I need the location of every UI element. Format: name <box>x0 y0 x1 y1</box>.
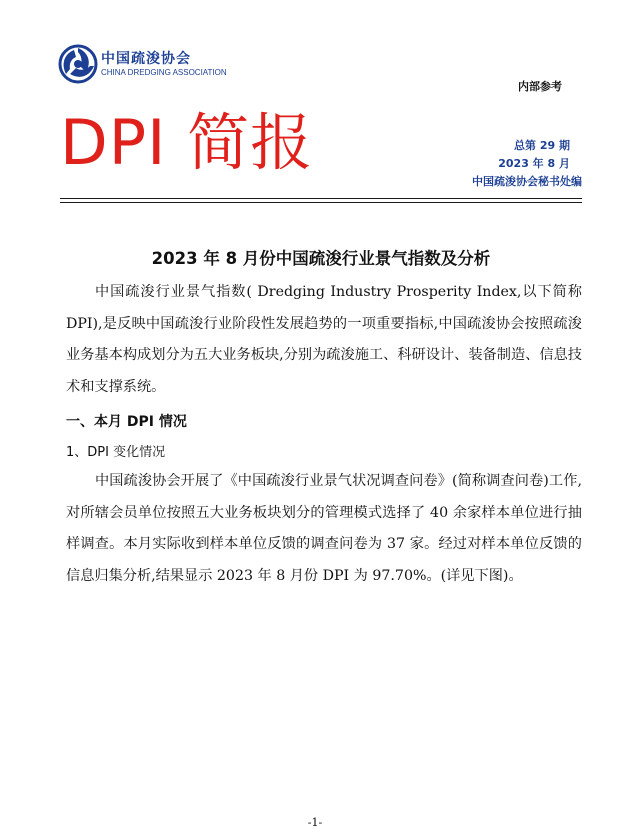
association-logo-icon <box>58 44 98 84</box>
section-heading: 一、本月 DPI 情况 <box>66 414 187 430</box>
issue-number: 总第 29 期 <box>514 139 570 152</box>
subsection-heading: 1、DPI 变化情况 <box>66 445 166 460</box>
header-rule-thick <box>60 198 582 199</box>
issue-date: 2023 年 8 月 <box>498 157 570 170</box>
classification-label: 内部参考 <box>518 80 562 93</box>
page-number: -1- <box>307 816 323 829</box>
intro-paragraph: 中国疏浚行业景气指数( Dredging Industry Prosperity Index,以下简称 DPI),是反映中国疏浚行业阶段性发展趋势的一项重要指标,中国疏浚协会按照疏浚业务基本构成划分为五大业务板块,分别为疏浚施工、科研设计、装备制造、信息技术和支撑系统。 <box>66 284 582 395</box>
header-rule-thin <box>60 202 582 203</box>
org-name-cn: 中国疏浚协会 <box>101 51 191 67</box>
issue-editor: 中国疏浚协会秘书处编 <box>472 175 582 188</box>
org-name-en: CHINA DREDGING ASSOCIATION <box>101 68 227 77</box>
article-title: 2023 年 8 月份中国疏浚行业景气指数及分析 <box>151 249 491 268</box>
masthead-title: DPI 简报 <box>60 106 314 179</box>
subsection-paragraph: 中国疏浚协会开展了《中国疏浚行业景气状况调查问卷》(简称调查问卷)工作,对所辖会员单位按照五大业务板块划分的管理模式选择了 40 余家样本单位进行抽样调查。本月实际收到样本单位反馈的调查问卷为 37 家。经过对样本单位反馈的信息归集分析,结果显示 2023 年 8 月份 DPI 为 97.70%。(详见下图)。 <box>66 473 582 584</box>
